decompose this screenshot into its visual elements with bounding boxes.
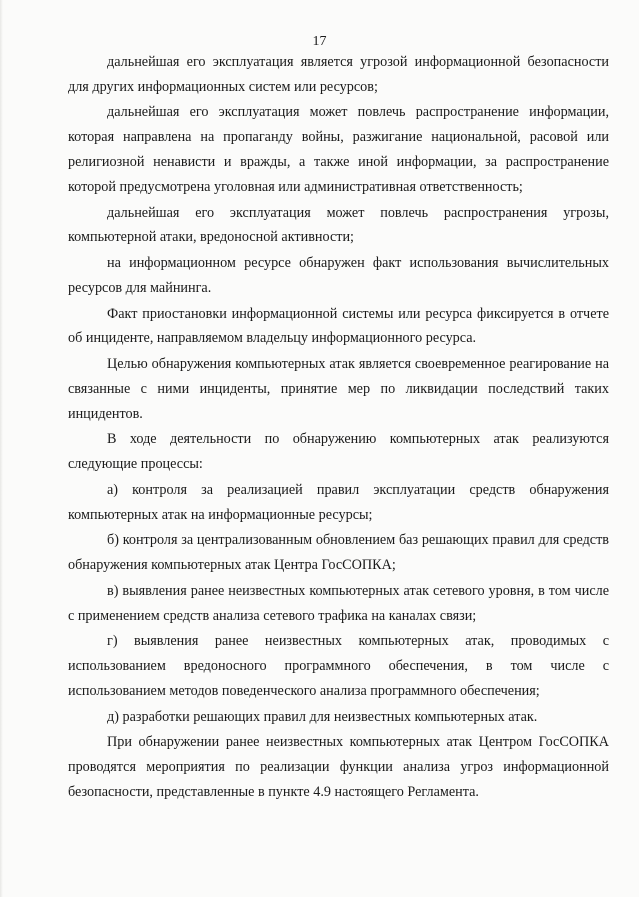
scan-edge-shadow	[0, 0, 3, 897]
paragraph-processes-intro: В ходе деятельности по обнаружению компьютерных атак реализуются следующие процессы:	[68, 431, 609, 473]
paragraph-suspension-report: Факт приостановки информационной системы или ресурса фиксируется в отчете об инциденте, направляемом владельцу информационного ресурса.	[68, 305, 609, 347]
list-item-d: д) разработки решающих правил для неизвестных компьютерных атак.	[107, 708, 538, 725]
paragraph-detection-goal: Целью обнаружения компьютерных атак является своевременное реагирование на связанные с ними инциденты, принятие мер по ликвидации последствий таких инцидентов.	[68, 356, 609, 422]
document-body	[68, 50, 609, 805]
paragraph-attack-spread: дальнейшая его эксплуатация может повлечь распространения угрозы, компьютерной атаки, вредоносной активности;	[68, 204, 609, 246]
paragraph-threat-to-other-systems: дальнейшая его эксплуатация является угрозой информационной безопасности для других информационных систем или ресурсов;	[68, 54, 609, 95]
paragraph-unknown-attacks: При обнаружении ранее неизвестных компьютерных атак Центром ГосСОПКА проводятся мероприятия по реализации функции анализа угроз информационной безопасности, представленные в пункте 4.9 настоящего Регламента.	[68, 734, 609, 800]
page-number: 17	[312, 34, 327, 49]
paragraph-mining: на информационном ресурсе обнаружен факт использования вычислительных ресурсов для майнинга.	[68, 255, 609, 296]
list-item-a: а) контроля за реализацией правил эксплуатации средств обнаружения компьютерных атак на информационные ресурсы;	[68, 481, 609, 523]
list-item-v: в) выявления ранее неизвестных компьютерных атак сетевого уровня, в том числе с применением средств анализа сетевого трафика на каналах связи;	[68, 582, 609, 624]
list-item-b: б) контроля за централизованным обновлением баз решающих правил для средств обнаружения компьютерных атак Центра ГосСОПКА;	[68, 532, 609, 574]
paragraph-prohibited-information: дальнейшая его эксплуатация может повлечь распространение информации, которая направлена на пропаганду войны, разжигание национальной, расовой или религиозной ненависти и вражды, а также иной информации, за распространение которой предусмотрена уголовная или административная ответственность;	[68, 104, 609, 195]
list-item-g: г) выявления ранее неизвестных компьютерных атак, проводимых с использованием вредоносного программного обеспечения, в том числе с использованием методов поведенческого анализа программного обеспечения;	[68, 633, 609, 699]
